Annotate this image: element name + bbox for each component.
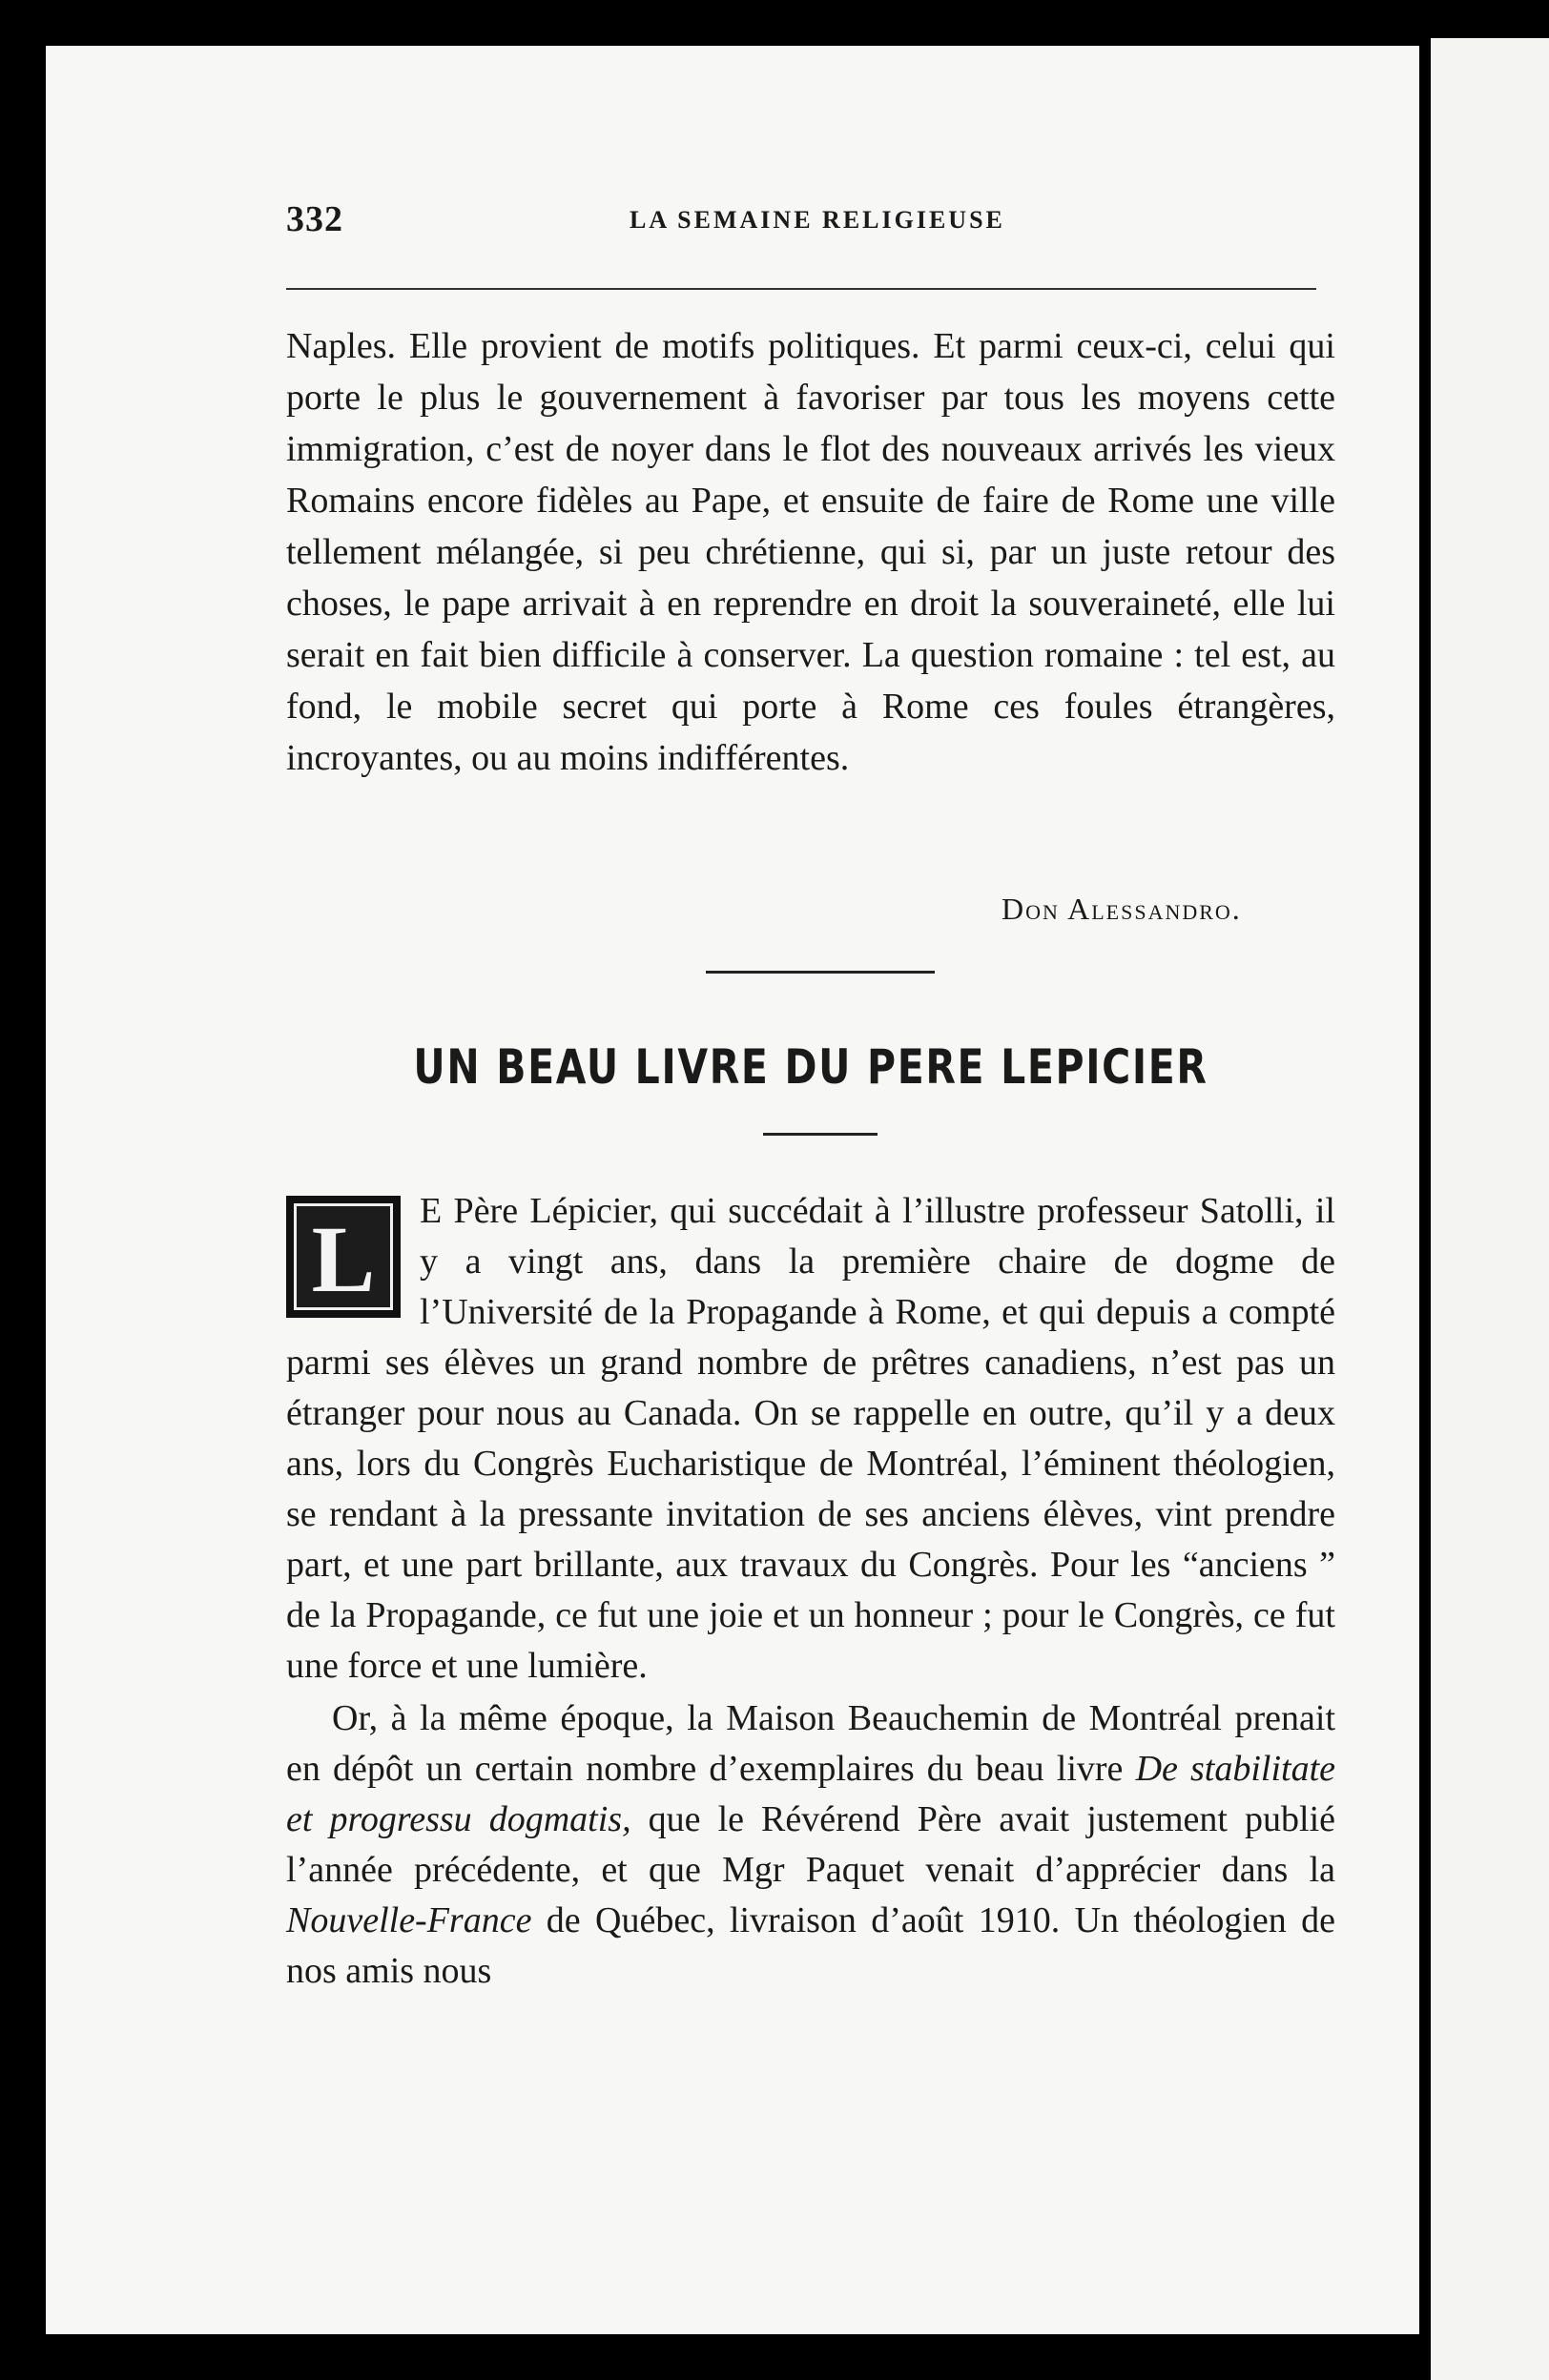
drop-cap-frame (294, 1203, 393, 1310)
lead-word-rest: E (420, 1191, 443, 1231)
article-paragraph-2 (286, 1693, 1335, 1997)
page-number: 332 (286, 199, 343, 239)
journal-title: Nouvelle-France (286, 1900, 532, 1940)
book-title: De stabilitate et progressu dogmatis, (286, 1749, 1336, 1839)
section-separator-rule (706, 971, 935, 974)
drop-cap-letter: L (311, 1206, 376, 1312)
header-rule (286, 288, 1316, 290)
paragraph-2-text-b: que le Révérend Père avait justement publié l’année précédente, et que Mgr Paquet venait d’apprécier dans la (286, 1799, 1335, 1890)
article-body (286, 1186, 1335, 1997)
page-gutter (1419, 0, 1431, 2380)
article-paragraph-1 (286, 1186, 1335, 1692)
running-head: LA SEMAINE RELIGIEUSE (630, 206, 1005, 234)
title-rule (763, 1133, 878, 1136)
drop-cap-initial (286, 1196, 401, 1318)
paragraph-2-text-a: Or, à la même époque, la Maison Beauchemin de Montréal prenait en dépôt un certain nombre d’exemplaires du beau livre (286, 1698, 1335, 1789)
paragraph-1-text: Père Lépicier, qui succédait à l’illustre professeur Satolli, il y a vingt ans, dans la première chaire de dogme de l’Université de la Propagande à Rome, et qui depuis a compté parmi ses élèves un grand nombre de prêtres canadiens, n’est pas un étranger pour nous au Canada. On se rappelle en outre, qu’il y a deux ans, lors du Congrès Eucharistique de Montréal, l’éminent théologien, se rendant à la pressante invitation de ses anciens élèves, vint prendre part, et une part brillante, aux travaux du Congrès. Pour les “anciens ” de la Propagande, ce fut une joie et un honneur ; pour le Congrès, ce fut une force et une lumière. (286, 1191, 1335, 1686)
section-title: UN BEAU LIVRE DU PERE LEPICIER (413, 1039, 1208, 1095)
adjacent-page-edge (1431, 38, 1549, 2380)
author-signature: Don Alessandro. (1002, 892, 1242, 926)
paragraph-2-text-c: de Québec, livraison d’août 1910. Un théologien de nos amis nous (286, 1900, 1335, 1991)
page-header (286, 198, 1335, 244)
continued-paragraph: Naples. Elle provient de motifs politiques. Et parmi ceux-ci, celui qui porte le plus le gouvernement à favoriser par tous les moyens cette immigration, c’est de noyer dans le flot des nouveaux arrivés les vieux Romains encore fidèles au Pape, et ensuite de faire de Rome une ville tellement mélangée, si peu chrétienne, qui si, par un juste retour des choses, le pape arrivait à en reprendre en droit la souveraineté, elle lui serait en fait bien difficile à conserver. La question romaine : tel est, au fond, le mobile secret qui porte à Rome ces foules étrangères, incroyantes, ou au moins indifférentes. (286, 326, 1335, 778)
